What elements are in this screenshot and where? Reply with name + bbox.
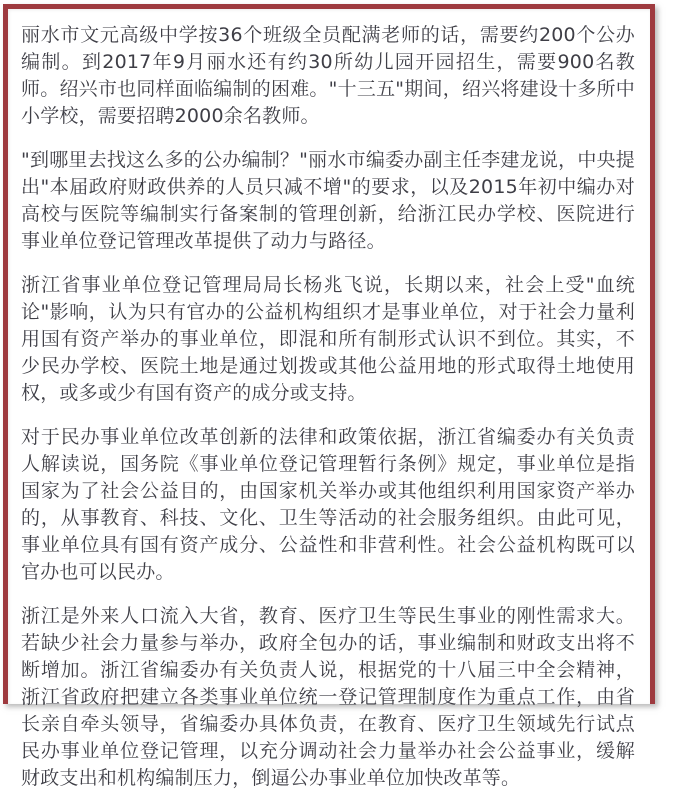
article-frame: [3, 4, 655, 789]
article-paragraph: 浙江是外来人口流入大省，教育、医疗卫生等民生事业的刚性需求大。若缺少社会力量参与举办，政府全包办的话，事业编制和财政支出将不断增加。浙江省编委办有关负责人说，根据党的十八届三中全会精神，浙江省政府把建立各类事业单位统一登记管理制度作为重点工作，由省长亲自牵头领导，省编委办具体负责，在教育、医疗卫生领域先行试点民办事业单位登记管理，以充分调动社会力量举办社会公益事业，缓解财政支出和机构编制压力，倒逼公办事业单位加快改革等。: [21, 605, 635, 789]
article-paragraph: 对于民办事业单位改革创新的法律和政策依据，浙江省编委办有关负责人解读说，国务院《事业单位登记管理暂行条例》规定，事业单位是指国家为了社会公益目的，由国家机关举办或其他组织利用国家资产举办的，从事教育、科技、文化、卫生等活动的社会服务组织。由此可见，事业单位具有国有资产成分、公益性和非营利性。社会公益机构既可以官办也可以民办。: [21, 426, 635, 583]
article-paragraph: 浙江省事业单位登记管理局局长杨兆飞说，长期以来，社会上受"血统论"影响，认为只有官办的公益机构组织才是事业单位，对于社会力量利用国有资产举办的事业单位，即混和所有制形式认识不到位。其实，不少民办学校、医院土地是通过划拨或其他公益用地的形式取得土地使用权，或多或少有国有资产的成分或支持。: [21, 274, 635, 404]
article-paragraph: 丽水市文元高级中学按36个班级全员配满老师的话，需要约200个公办编制。到2017年9月丽水还有约30所幼儿园开园招生，需要900名教师。绍兴市也同样面临编制的困难。"十三五"期间，绍兴将建设十多所中小学校，需要招聘2000余名教师。: [21, 24, 635, 127]
article-paragraph: "到哪里去找这么多的公办编制？"丽水市编委办副主任李建龙说，中央提出"本届政府财政供养的人员只减不增"的要求，以及2015年初中编办对高校与医院等编制实行备案制的管理创新，给浙江民办学校、医院进行事业单位登记管理改革提供了动力与路径。: [21, 149, 635, 252]
